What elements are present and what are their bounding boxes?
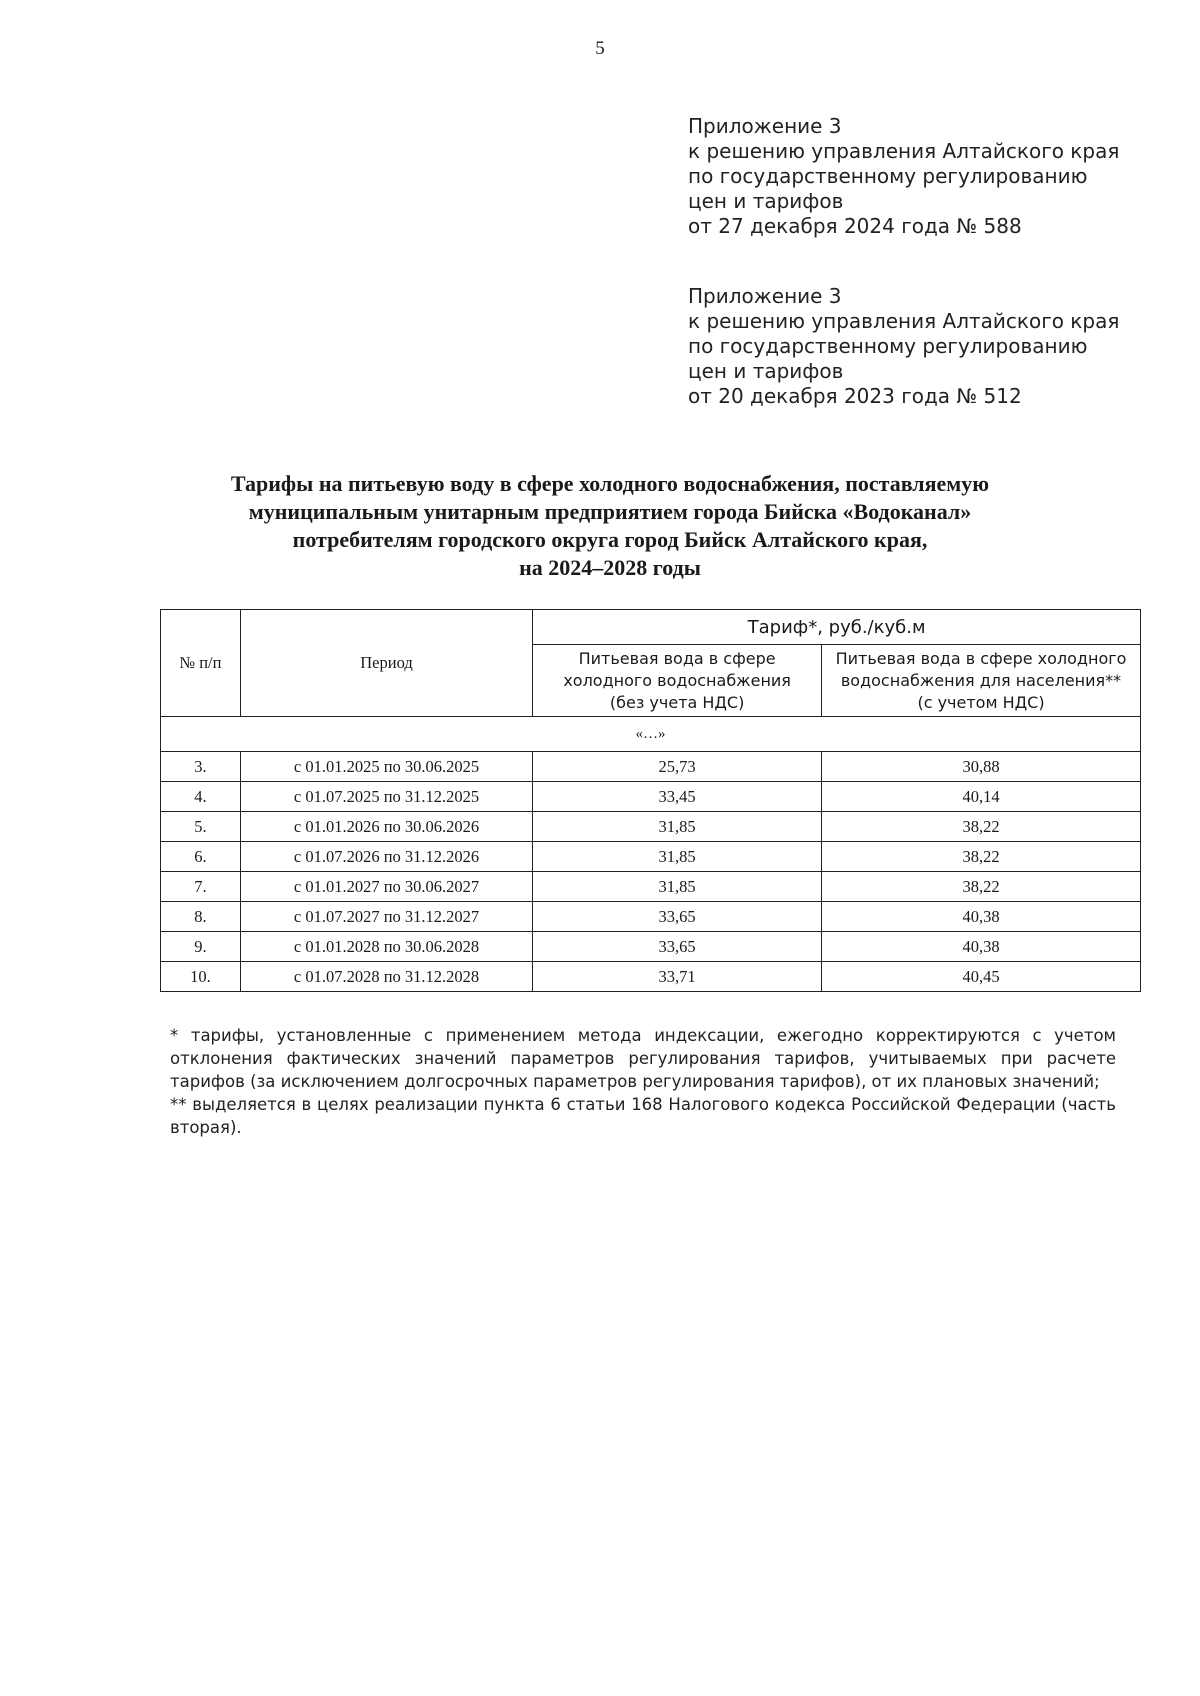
row-tariff-without-vat: 31,85 xyxy=(533,842,822,872)
row-tariff-with-vat: 38,22 xyxy=(822,812,1141,842)
appendix-line: по государственному регулированию xyxy=(688,164,1088,188)
appendix-line: от 27 декабря 2024 года № 588 xyxy=(688,214,1022,238)
row-tariff-without-vat: 31,85 xyxy=(533,812,822,842)
header-tariff: Тариф*, руб./куб.м xyxy=(533,610,1141,645)
row-num: 5. xyxy=(161,812,241,842)
row-num: 9. xyxy=(161,932,241,962)
row-period: с 01.07.2027 по 31.12.2027 xyxy=(240,902,532,932)
footnotes xyxy=(170,1024,1116,1139)
table-row xyxy=(161,872,1141,902)
ellipsis-cell: «…» xyxy=(161,717,1141,752)
header-line: (без учета НДС) xyxy=(609,692,745,712)
table-row-ellipsis xyxy=(161,717,1141,752)
title-line: на 2024–2028 годы xyxy=(519,555,701,580)
header-line: Питьевая вода в сфере холодного xyxy=(835,648,1127,668)
header-line: Питьевая вода в сфере xyxy=(578,648,776,668)
title-line: Тарифы на питьевую воду в сфере холодного водоснабжения, поставляемую xyxy=(230,471,990,496)
table-row xyxy=(161,812,1141,842)
row-tariff-without-vat: 33,65 xyxy=(533,932,822,962)
row-period: с 01.07.2025 по 31.12.2025 xyxy=(240,782,532,812)
row-period: с 01.01.2026 по 30.06.2026 xyxy=(240,812,532,842)
table-row xyxy=(161,932,1141,962)
row-tariff-with-vat: 40,38 xyxy=(822,902,1141,932)
header-with-vat xyxy=(822,645,1141,717)
row-num: 4. xyxy=(161,782,241,812)
row-tariff-without-vat: 25,73 xyxy=(533,752,822,782)
footnote-1: * тарифы, установленные с применением метода индексации, ежегодно корректируются с учетом отклонения фактических значений параметров регулирования тарифов, учитываемых при расчете тарифов (за исключением долгосрочных параметров регулирования тарифов), от их плановых значений; xyxy=(170,1026,1116,1091)
row-period: с 01.01.2028 по 30.06.2028 xyxy=(240,932,532,962)
tariff-table xyxy=(160,609,1141,992)
row-period: с 01.01.2027 по 30.06.2027 xyxy=(240,872,532,902)
title-line: потребителям городского округа город Бийск Алтайского края, xyxy=(292,527,928,552)
row-period: с 01.07.2028 по 31.12.2028 xyxy=(240,962,532,992)
row-period: с 01.07.2026 по 31.12.2026 xyxy=(240,842,532,872)
header-line: (с учетом НДС) xyxy=(917,692,1045,712)
appendix-previous-header xyxy=(688,284,1148,409)
table-row xyxy=(161,902,1141,932)
row-tariff-with-vat: 40,14 xyxy=(822,782,1141,812)
appendix-current-header xyxy=(688,114,1148,239)
row-num: 3. xyxy=(161,752,241,782)
row-tariff-with-vat: 38,22 xyxy=(822,872,1141,902)
row-tariff-with-vat: 40,45 xyxy=(822,962,1141,992)
row-tariff-with-vat: 40,38 xyxy=(822,932,1141,962)
row-num: 8. xyxy=(161,902,241,932)
row-tariff-with-vat: 38,22 xyxy=(822,842,1141,872)
table-row xyxy=(161,752,1141,782)
document-title xyxy=(160,470,1060,582)
header-line: холодного водоснабжения xyxy=(563,670,791,690)
appendix-line: цен и тарифов xyxy=(688,189,844,213)
appendix-line: по государственному регулированию xyxy=(688,334,1088,358)
row-tariff-without-vat: 33,71 xyxy=(533,962,822,992)
row-num: 10. xyxy=(161,962,241,992)
row-tariff-without-vat: 33,65 xyxy=(533,902,822,932)
appendix-line: к решению управления Алтайского края xyxy=(688,139,1120,163)
appendix-line: цен и тарифов xyxy=(688,359,844,383)
header-without-vat xyxy=(533,645,822,717)
row-num: 6. xyxy=(161,842,241,872)
row-period: с 01.01.2025 по 30.06.2025 xyxy=(240,752,532,782)
table-row xyxy=(161,782,1141,812)
title-line: муниципальным унитарным предприятием города Бийска «Водоканал» xyxy=(248,499,972,524)
header-line: водоснабжения для населения** xyxy=(840,670,1122,690)
row-tariff-with-vat: 30,88 xyxy=(822,752,1141,782)
appendix-line: Приложение 3 xyxy=(688,114,842,138)
row-num: 7. xyxy=(161,872,241,902)
table-row xyxy=(161,962,1141,992)
header-num: № п/п xyxy=(161,610,241,717)
appendix-line: от 20 декабря 2023 года № 512 xyxy=(688,384,1022,408)
header-period: Период xyxy=(240,610,532,717)
row-tariff-without-vat: 31,85 xyxy=(533,872,822,902)
footnote-2: ** выделяется в целях реализации пункта 6 статьи 168 Налогового кодекса Российской Федерации (часть вторая). xyxy=(170,1095,1116,1137)
appendix-line: к решению управления Алтайского края xyxy=(688,309,1120,333)
table-row xyxy=(161,842,1141,872)
page-number: 5 xyxy=(595,38,605,59)
appendix-line: Приложение 3 xyxy=(688,284,842,308)
row-tariff-without-vat: 33,45 xyxy=(533,782,822,812)
